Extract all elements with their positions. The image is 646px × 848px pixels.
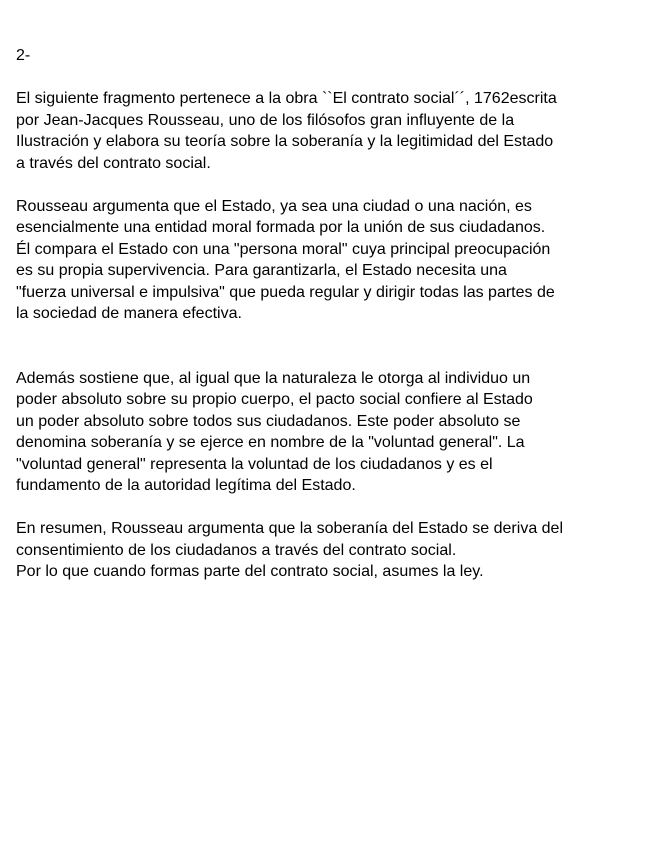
text-line: "fuerza universal e impulsiva" que pueda regular y dirigir todas las partes de xyxy=(16,283,555,301)
text-line: a través del contrato social. xyxy=(16,154,211,172)
text-line: la sociedad de manera efectiva. xyxy=(16,305,242,322)
text-line: es su propia supervivencia. Para garantizarla, el Estado necesita una xyxy=(16,262,507,279)
section-number: 2- xyxy=(16,47,31,64)
text-line: El siguiente fragmento pertenece a la obra ``El contrato social´´, 1762escrita xyxy=(16,90,557,107)
text-line: un poder absoluto sobre todos sus ciudadanos. Este poder absoluto se xyxy=(16,412,521,430)
text-line: Rousseau argumenta que el Estado, ya sea una ciudad o una nación, es xyxy=(16,197,532,215)
text-line: En resumen, Rousseau argumenta que la soberanía del Estado se deriva del xyxy=(16,520,564,537)
text-line: esencialmente una entidad moral formada por la unión de sus ciudadanos. xyxy=(16,219,546,236)
text-line: fundamento de la autoridad legítima del Estado. xyxy=(16,477,356,494)
paragraph-estado-moral xyxy=(16,196,632,325)
paragraph-resumen xyxy=(16,518,632,583)
text-line: Por lo que cuando formas parte del contrato social, asumes la ley. xyxy=(16,563,484,580)
paragraph-intro xyxy=(16,88,632,174)
text-line: Además sostiene que, al igual que la naturaleza le otorga al individuo un xyxy=(16,369,531,387)
text-line: "voluntad general" representa la voluntad de los ciudadanos y es el xyxy=(16,455,493,473)
text-line: consentimiento de los ciudadanos a través del contrato social. xyxy=(16,541,457,559)
document-page xyxy=(16,45,632,604)
text-line: denomina soberanía y se ejerce en nombre de la "voluntad general". La xyxy=(16,434,525,451)
text-line: Él compara el Estado con una "persona moral" cuya principal preocupación xyxy=(16,240,551,258)
text-line: poder absoluto sobre su propio cuerpo, el pacto social confiere al Estado xyxy=(16,391,533,408)
text-line: por Jean-Jacques Rousseau, uno de los filósofos gran influyente de la xyxy=(16,111,515,129)
paragraph-soberania xyxy=(16,368,632,497)
text-line: Ilustración y elabora su teoría sobre la soberanía y la legitimidad del Estado xyxy=(16,133,554,150)
